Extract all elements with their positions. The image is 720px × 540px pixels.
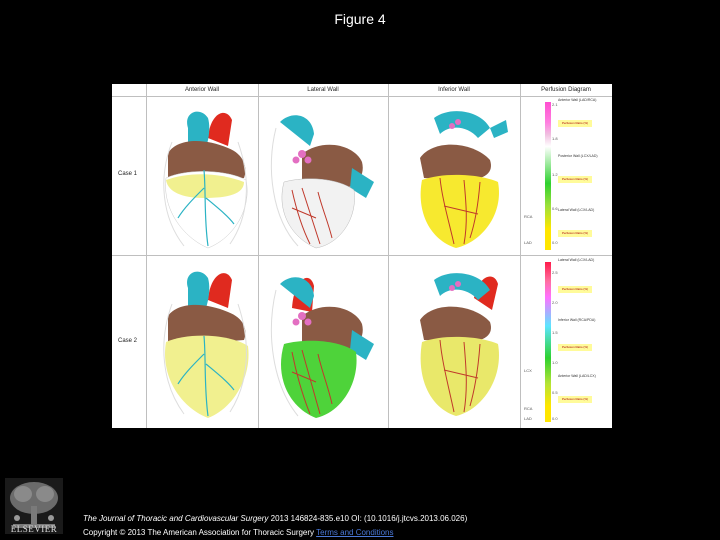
- copyright-text: Copyright © 2013 The American Association for Thoracic Surgery: [83, 528, 317, 537]
- scale-tick: 2.0: [552, 300, 558, 305]
- legend-title: Lateral Wall (LCX/LAD): [558, 258, 595, 262]
- perfusion-panel-case1: [520, 96, 612, 255]
- perfusion-panel-case2: [520, 256, 612, 428]
- header-lateral-wall: Lateral Wall: [307, 87, 339, 93]
- scale-tick: 0.0: [552, 240, 558, 245]
- legend-title: Anterior Wall (LAD/LCX): [558, 374, 596, 378]
- citation-line: [83, 514, 467, 523]
- figure-title: Figure 4: [334, 11, 386, 27]
- legend-title: Anterior Wall (LAD/RCA): [558, 98, 597, 102]
- color-scale-bar: [545, 262, 551, 422]
- header-anterior-wall: Anterior Wall: [184, 87, 220, 93]
- vessel-label: RCA: [524, 214, 533, 219]
- legend-box: Perfusion Ratio (%): [558, 230, 592, 237]
- scale-tick: 2.1: [552, 102, 558, 107]
- journal-name: The Journal of Thoracic and Cardiovascular Surgery: [83, 514, 269, 523]
- legend-box: Perfusion Ratio (%): [558, 396, 592, 403]
- vessel-label: LAD: [524, 416, 532, 421]
- grid-divider: [146, 84, 147, 428]
- header-inferior-wall: Inferior Wall: [438, 87, 470, 93]
- color-scale-bar: [545, 102, 551, 250]
- legend-title: Inferior Wall (RCA/PDA): [558, 318, 596, 322]
- grid-divider: [388, 84, 389, 428]
- heart-model-case2-anterior: [148, 258, 256, 423]
- scale-tick: 0.6: [552, 206, 558, 211]
- scale-tick: 1.5: [552, 330, 558, 335]
- legend-box: Perfusion Ratio (%): [558, 120, 592, 127]
- scale-tick: 0.0: [552, 416, 558, 421]
- elsevier-wordmark: ELSEVIER: [10, 524, 58, 534]
- legend-title: Lateral Wall (LCX/LAD): [558, 208, 595, 212]
- legend-box: Perfusion Ratio (%): [558, 344, 592, 351]
- scale-tick: 0.5: [552, 390, 558, 395]
- heart-model-case1-anterior: [148, 98, 256, 253]
- heart-model-case2-lateral: [262, 258, 384, 423]
- copyright-line: [83, 528, 394, 537]
- heart-model-case2-inferior: [394, 258, 516, 423]
- figure-panel: [112, 84, 612, 428]
- scale-tick: 1.0: [552, 360, 558, 365]
- scale-tick: 1.2: [552, 172, 558, 177]
- scale-tick: 2.5: [552, 270, 558, 275]
- citation-details: 2013 146824-835.e10 OI: (10.1016/j.jtcvs.2013.06.026): [268, 514, 468, 523]
- row-label-case-1: Case 1: [118, 171, 138, 177]
- legend-box: Perfusion Ratio (%): [558, 286, 592, 293]
- grid-divider: [258, 84, 259, 428]
- heart-model-case1-lateral: [262, 98, 384, 253]
- vessel-label: LAD: [524, 240, 532, 245]
- vessel-label: RCA: [524, 406, 533, 411]
- header-perfusion-diagram: Perfusion Diagram: [541, 87, 591, 93]
- vessel-label: LCX: [524, 368, 532, 373]
- terms-and-conditions-link[interactable]: Terms and Conditions: [316, 528, 394, 537]
- legend-title: Posterior Wall (LCX/LAD): [558, 154, 598, 158]
- heart-model-case1-inferior: [394, 98, 516, 253]
- row-label-case-2: Case 2: [118, 338, 138, 344]
- scale-tick: 1.8: [552, 136, 558, 141]
- legend-box: Perfusion Ratio (%): [558, 176, 592, 183]
